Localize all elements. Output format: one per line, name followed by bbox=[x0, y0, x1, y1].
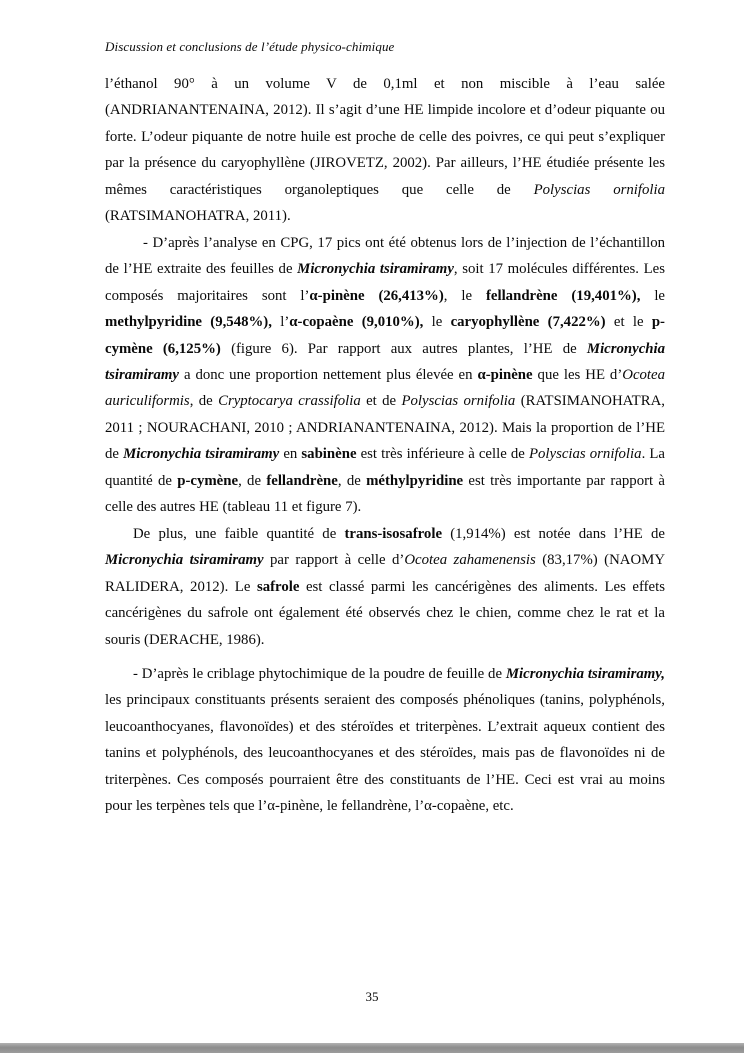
text-run: Micronychia tsiramiramy bbox=[105, 552, 264, 569]
text-run: par rapport à celle d’ bbox=[263, 552, 405, 569]
text-run: - D’après l’analyse en CPG, 17 pics ont été obtenus lors de l’injection de l’échantillon de l’HE extraite des feuilles de bbox=[105, 234, 665, 278]
text-run: (83,17%) (NAOMY RALIDERA, 2012). Le bbox=[105, 552, 666, 595]
text-run: (RATSIMANOHATRA, 2011). bbox=[105, 208, 291, 225]
text-run: α-pinène (26,413%) bbox=[309, 287, 444, 304]
text-run: Ocotea zahamenensis bbox=[404, 552, 536, 569]
text-run: que les HE d’ bbox=[532, 366, 623, 383]
text-run: p-cymène bbox=[177, 472, 239, 489]
text-run: De plus, une faible quantité de bbox=[133, 525, 345, 542]
text-run: Micronychia tsiramiramy bbox=[123, 446, 280, 463]
text-run: trans-isosafrole bbox=[344, 525, 443, 542]
paragraph bbox=[105, 71, 665, 230]
text-run: Polyscias ornifolia bbox=[533, 181, 665, 198]
text-run: le bbox=[640, 287, 665, 304]
text-run: méthylpyridine bbox=[366, 472, 464, 489]
paragraph bbox=[105, 230, 665, 521]
text-run: methylpyridine (9,548%), bbox=[105, 314, 272, 331]
text-run: - D’après le criblage phytochimique de la poudre de feuille de bbox=[133, 665, 506, 682]
text-run: en bbox=[279, 446, 302, 463]
text-run: le bbox=[423, 314, 451, 331]
paragraph bbox=[105, 661, 665, 820]
text-run: sabinène bbox=[301, 446, 357, 463]
text-run: (RATSIMANOHATRA, 2011 ; NOURACHANI, 2010 ; ANDRIANANTENAINA, 2012). Mais la proportion de l’HE de bbox=[105, 393, 665, 463]
text-run: est classé parmi les cancérigènes des aliments. Les effets cancérigènes du safrole ont également été observés chez le chien, comme chez le rat et la souris (DERACHE, 1986). bbox=[105, 578, 665, 648]
text-run: fellandrène bbox=[266, 472, 338, 489]
text-run: est très importante par rapport à celle des autres HE (tableau 11 et figure 7). bbox=[105, 472, 665, 516]
text-run: , de bbox=[238, 472, 267, 489]
text-run: caryophyllène (7,422%) bbox=[450, 314, 606, 331]
page-number: 35 bbox=[365, 989, 379, 1004]
paragraph bbox=[105, 521, 665, 653]
text-run: , de bbox=[189, 393, 219, 410]
text-run: α-copaène (9,010%), bbox=[289, 314, 424, 331]
text-run: Micronychia tsiramiramy, bbox=[505, 665, 665, 682]
text-run: (figure 6). Par rapport aux autres plantes, l’HE de bbox=[220, 340, 587, 357]
text-run: fellandrène (19,401%), bbox=[485, 287, 641, 304]
text-run: , le bbox=[443, 287, 486, 304]
text-run: Cryptocarya crassifolia bbox=[218, 393, 361, 410]
text-run: et le bbox=[605, 314, 652, 331]
text-run: α-pinène bbox=[477, 366, 533, 383]
text-run: l’ bbox=[271, 314, 290, 331]
running-header: Discussion et conclusions de l’étude physico-chimique bbox=[105, 39, 395, 54]
text-run: est très inférieure à celle de bbox=[356, 446, 529, 463]
text-run: Ocotea auriculiformis bbox=[105, 366, 665, 410]
text-run: Polyscias ornifolia bbox=[401, 393, 516, 410]
text-run: Micronychia tsiramiramy bbox=[297, 261, 454, 278]
text-run: a donc une proportion nettement plus élevée en bbox=[179, 366, 478, 383]
text-run: . La quantité de bbox=[105, 446, 665, 489]
text-run: , soit 17 molécules différentes. Les composés majoritaires sont l’ bbox=[105, 261, 665, 304]
text-run: l’éthanol 90° à un volume V de 0,1ml et non miscible à l’eau salée (ANDRIANANTENAINA, 2012). Il s’agit d’une HE limpide incolore et d’odeur piquante ou forte. L’odeur piquante de notre huile est proche de celle des poivres, ce qui peut s’expliquer par la présence du caryophyllène (JIROVETZ, 2002). Par ailleurs, l’HE étudiée présente les mêmes caractéristiques organoleptiques que celle de bbox=[105, 76, 665, 198]
text-run: Micronychia tsiramiramy bbox=[105, 340, 666, 383]
text-run: les principaux constituants présents seraient des composés phénoliques (tanins, polyphénols, leucoanthocyanes, flavonoïdes) et des stéroïdes et triterpènes. L’extrait aqueux contient des tanins et polyphénols, des leucoanthocyanes et des stéroïdes, mais pas de flavonoïdes ni de triterpènes. Ces composés pourraient être des constituants de l’HE. Ceci est vrai au moins pour les terpènes tels que l’α-pinène, le fellandrène, l’α-copaène, etc. bbox=[105, 692, 665, 815]
text-run: (1,914%) est notée dans l’HE de bbox=[442, 525, 665, 542]
text-run: safrole bbox=[256, 578, 300, 595]
document-body bbox=[105, 71, 665, 820]
text-run: Polyscias ornifolia bbox=[528, 446, 642, 463]
text-run: et de bbox=[360, 393, 402, 410]
text-run: , de bbox=[337, 472, 367, 489]
text-run: p-cymène (6,125%) bbox=[105, 314, 665, 357]
page-bottom-edge bbox=[0, 1043, 744, 1053]
